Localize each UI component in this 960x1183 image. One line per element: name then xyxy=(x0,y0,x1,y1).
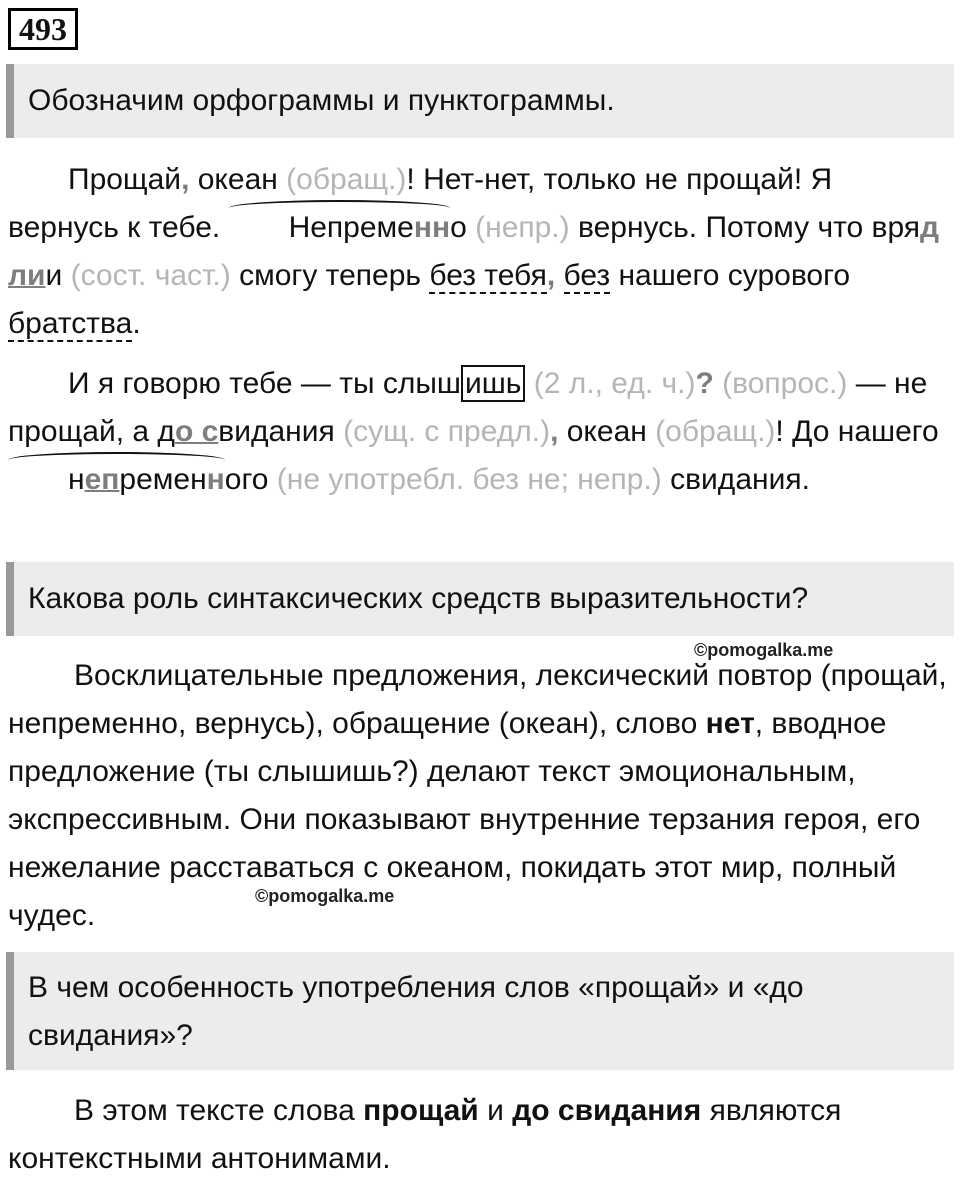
paragraph-1 xyxy=(8,156,948,348)
note: (2 л., ед. ч.) xyxy=(525,367,696,400)
text: океан xyxy=(558,415,656,448)
bold-word: прощай xyxy=(363,1094,479,1127)
text: смогу теперь xyxy=(230,259,430,292)
text: ого xyxy=(224,463,269,496)
note: (обращ.) xyxy=(655,415,776,448)
question-3-text: В чем особенность употребления слов «прощай» и «до свидания»? xyxy=(28,971,804,1052)
text: ! Нет-нет, только не прощай! Я вернусь к тебе. xyxy=(8,163,833,244)
text: океан xyxy=(189,163,287,196)
note: (непр.) xyxy=(466,211,570,244)
text: . xyxy=(132,307,141,340)
spelling-mark: ли xyxy=(8,259,46,292)
question-3-box xyxy=(6,952,954,1070)
text: Прощай xyxy=(68,163,182,196)
stem-arc: непременн xyxy=(8,456,225,504)
comma-mark: , xyxy=(181,163,190,196)
text: ! До нашего xyxy=(775,415,939,448)
question-mark: ? xyxy=(695,367,714,400)
paragraph-2 xyxy=(8,360,948,504)
note: (обращ.) xyxy=(286,163,407,196)
note: (сущ. с предл.) xyxy=(343,415,551,448)
paragraph-4 xyxy=(8,1087,948,1183)
note: (сост. част.) xyxy=(70,259,231,292)
note: (не употребл. без не; непр.) xyxy=(268,463,662,496)
bold-word: нет xyxy=(705,707,755,740)
text: и xyxy=(45,259,71,292)
text: являются контекстными антонимами. xyxy=(8,1094,842,1175)
text: Восклицательные предложения, лексический повтор (прощай, непременно, вернусь), обращение (океан), слово xyxy=(8,659,947,740)
text: В этом тексте слова xyxy=(74,1094,364,1127)
question-1-box xyxy=(6,64,954,138)
task-number: 493 xyxy=(8,8,78,50)
text: о xyxy=(450,211,467,244)
text: И я говорю тебе — ты слыш xyxy=(68,367,461,400)
note: (вопрос.) xyxy=(713,367,848,400)
watermark: ©pomogalka.me xyxy=(694,640,834,660)
ending-box: ишь xyxy=(461,365,525,402)
question-1-text: Обозначим орфограммы и пунктограммы. xyxy=(28,84,615,117)
text: свидания. xyxy=(661,463,810,496)
text: — не прощай, а д xyxy=(8,367,928,448)
adverbial-underline: братства xyxy=(8,307,133,340)
text: , вводное предложение (ты слышишь?) делают текст эмоциональным, экспрессивным. Они показывают внутренние терзания героя, его нежелание расставаться с океаном, покидать этот мир, полный чудес. xyxy=(8,707,921,932)
stem-arc: Непременн xyxy=(229,204,451,252)
watermark: ©pomogalka.me xyxy=(255,886,395,906)
text: и xyxy=(478,1094,513,1127)
question-2-box xyxy=(6,562,954,636)
comma-mark: , xyxy=(546,259,556,292)
comma-mark: , xyxy=(550,415,559,448)
spelling-mark: о с xyxy=(174,415,219,448)
adverbial-underline: без xyxy=(563,259,611,292)
paragraph-3 xyxy=(8,652,948,940)
bold-word: до свидания xyxy=(512,1094,702,1127)
text: видания xyxy=(218,415,344,448)
question-2-text: Какова роль синтаксических средств выразительности? xyxy=(28,582,809,615)
text: вернусь. Потому что вря xyxy=(569,211,921,244)
text: нашего сурового xyxy=(610,259,851,292)
spelling-mark: д xyxy=(920,211,940,244)
adverbial-underline: без тебя xyxy=(429,259,547,292)
